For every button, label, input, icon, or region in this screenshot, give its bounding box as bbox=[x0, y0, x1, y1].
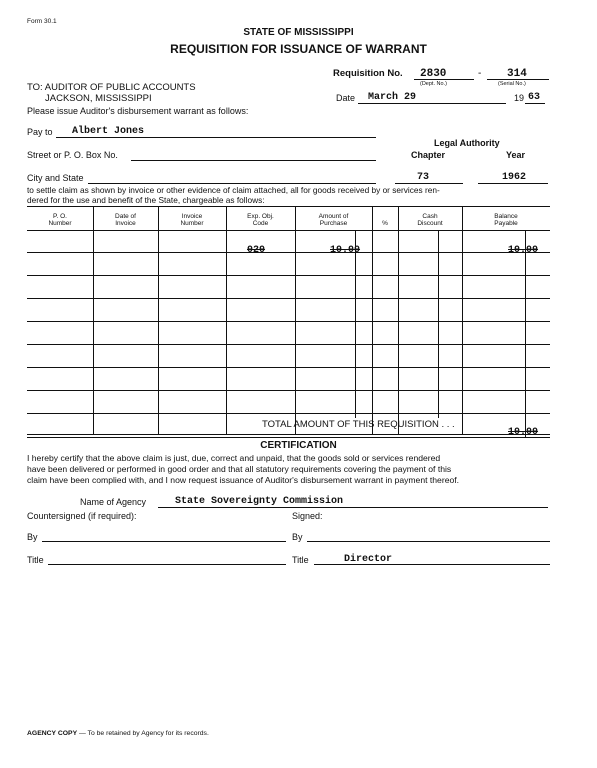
year-value: 63 bbox=[528, 92, 541, 103]
year-heading: Year bbox=[506, 150, 526, 160]
addressee-line1: TO: AUDITOR OF PUBLIC ACCOUNTS bbox=[27, 82, 196, 93]
table-row-line bbox=[27, 367, 550, 368]
col-header-po: P. O. Number bbox=[48, 213, 72, 227]
total-value: 10.00 bbox=[508, 427, 539, 438]
addressee-line2: JACKSON, MISSISSIPPI bbox=[45, 93, 152, 104]
col-header-amount: Amount of Purchase bbox=[318, 213, 349, 227]
table-bottom-border-2 bbox=[27, 437, 550, 438]
form-title: REQUISITION FOR ISSUANCE OF WARRANT bbox=[170, 42, 427, 56]
title-label-left: Title bbox=[27, 555, 44, 565]
chapter-heading: Chapter bbox=[411, 150, 446, 160]
col-divider bbox=[462, 206, 463, 434]
serial-no-caption: (Serial No.) bbox=[498, 81, 526, 87]
col-divider bbox=[398, 206, 399, 434]
date-label: Date bbox=[336, 93, 356, 103]
table-row-line bbox=[27, 390, 550, 391]
date-line bbox=[358, 103, 506, 104]
agency-value: State Sovereignty Commission bbox=[175, 496, 344, 507]
countersigned-label: Countersigned (if required): bbox=[27, 511, 137, 521]
table-bottom-border bbox=[27, 434, 550, 435]
table-header-border bbox=[27, 230, 550, 231]
certification-line1: I hereby certify that the above claim is just, due, correct and unpaid, that the goods sold or services rendered bbox=[27, 453, 441, 463]
settle-text-1: to settle claim as shown by invoice or other evidence of claim attached, all for goods received by or services ren- bbox=[27, 185, 440, 195]
col-divider bbox=[93, 206, 94, 434]
agency-label: Name of Agency bbox=[80, 497, 147, 507]
pay-to-label: Pay to bbox=[27, 127, 53, 137]
col-header-invoice-date: Date of Invoice bbox=[115, 213, 136, 227]
table-row-line bbox=[27, 252, 550, 253]
table-row-line bbox=[27, 298, 550, 299]
title-label-right: Title bbox=[292, 555, 309, 565]
chapter-value: 73 bbox=[417, 172, 430, 183]
requisition-dash: - bbox=[478, 68, 482, 79]
table-row-line bbox=[27, 321, 550, 322]
table-row-line bbox=[27, 413, 550, 414]
settle-text-2: dered for the use and benefit of the State, chargeable as follows: bbox=[27, 195, 265, 205]
requisition-label: Requisition No. bbox=[333, 68, 403, 79]
city-line bbox=[88, 183, 376, 184]
title-value-right: Director bbox=[344, 554, 393, 565]
title-line-left bbox=[48, 564, 286, 565]
year-prefix: 19 bbox=[514, 93, 525, 103]
year-line bbox=[525, 103, 545, 104]
agency-line bbox=[158, 507, 548, 508]
form-number: Form 30.1 bbox=[27, 18, 57, 25]
pay-to-line bbox=[56, 137, 376, 138]
row1-exp-code: 020 bbox=[247, 245, 266, 256]
dept-no-value: 2830 bbox=[420, 68, 447, 80]
state-heading: STATE OF MISSISSIPPI bbox=[243, 27, 354, 38]
col-divider bbox=[295, 206, 296, 434]
col-divider bbox=[372, 206, 373, 434]
col-header-balance: Balance Payable bbox=[494, 213, 518, 227]
col-divider bbox=[158, 206, 159, 434]
col-divider bbox=[226, 206, 227, 434]
agency-copy-label: AGENCY COPY bbox=[27, 730, 78, 737]
date-value: March 29 bbox=[368, 92, 417, 103]
agency-copy-text: — To be retained by Agency for its records. bbox=[77, 730, 209, 737]
by-label-right: By bbox=[292, 532, 303, 542]
col-header-percent: % bbox=[382, 220, 388, 227]
certification-title: CERTIFICATION bbox=[260, 440, 337, 451]
certification-line3: claim have been complied with, and I now request issuance of Auditor's disbursement warrant in payment thereof. bbox=[27, 475, 460, 485]
agency-copy-footer bbox=[27, 730, 209, 737]
by-line-left bbox=[42, 541, 286, 542]
total-label: TOTAL AMOUNT OF THIS REQUISITION . . . bbox=[262, 419, 455, 430]
by-label-left: By bbox=[27, 532, 38, 542]
street-label: Street or P. O. Box No. bbox=[27, 150, 118, 160]
legal-authority-heading: Legal Authority bbox=[434, 138, 500, 148]
instruction-text: Please issue Auditor's disbursement warrant as follows: bbox=[27, 106, 249, 116]
street-line bbox=[131, 160, 376, 161]
pay-to-value: Albert Jones bbox=[72, 126, 145, 137]
col-header-exp-code: Exp. Obj. Code bbox=[247, 213, 274, 227]
table-top-border bbox=[27, 206, 550, 207]
dept-no-caption: (Dept. No.) bbox=[420, 81, 447, 87]
signed-label: Signed: bbox=[292, 511, 323, 521]
table-row-line bbox=[27, 275, 550, 276]
col-divider bbox=[525, 230, 526, 438]
serial-no-value: 314 bbox=[507, 68, 527, 80]
row1-amount: 10.00 bbox=[330, 245, 361, 256]
year-authority-line bbox=[478, 183, 548, 184]
certification-line2: have been delivered or performed in good order and that all statutory requirements covering the payment of this bbox=[27, 464, 452, 474]
by-line-right bbox=[307, 541, 550, 542]
col-header-invoice-number: Invoice Number bbox=[180, 213, 204, 227]
col-header-cash-discount: Cash Discount bbox=[417, 213, 443, 227]
row1-balance: 10.00 bbox=[508, 245, 539, 256]
chapter-line bbox=[395, 183, 463, 184]
table-row-line bbox=[27, 344, 550, 345]
year-authority-value: 1962 bbox=[502, 172, 527, 183]
city-label: City and State bbox=[27, 173, 84, 183]
